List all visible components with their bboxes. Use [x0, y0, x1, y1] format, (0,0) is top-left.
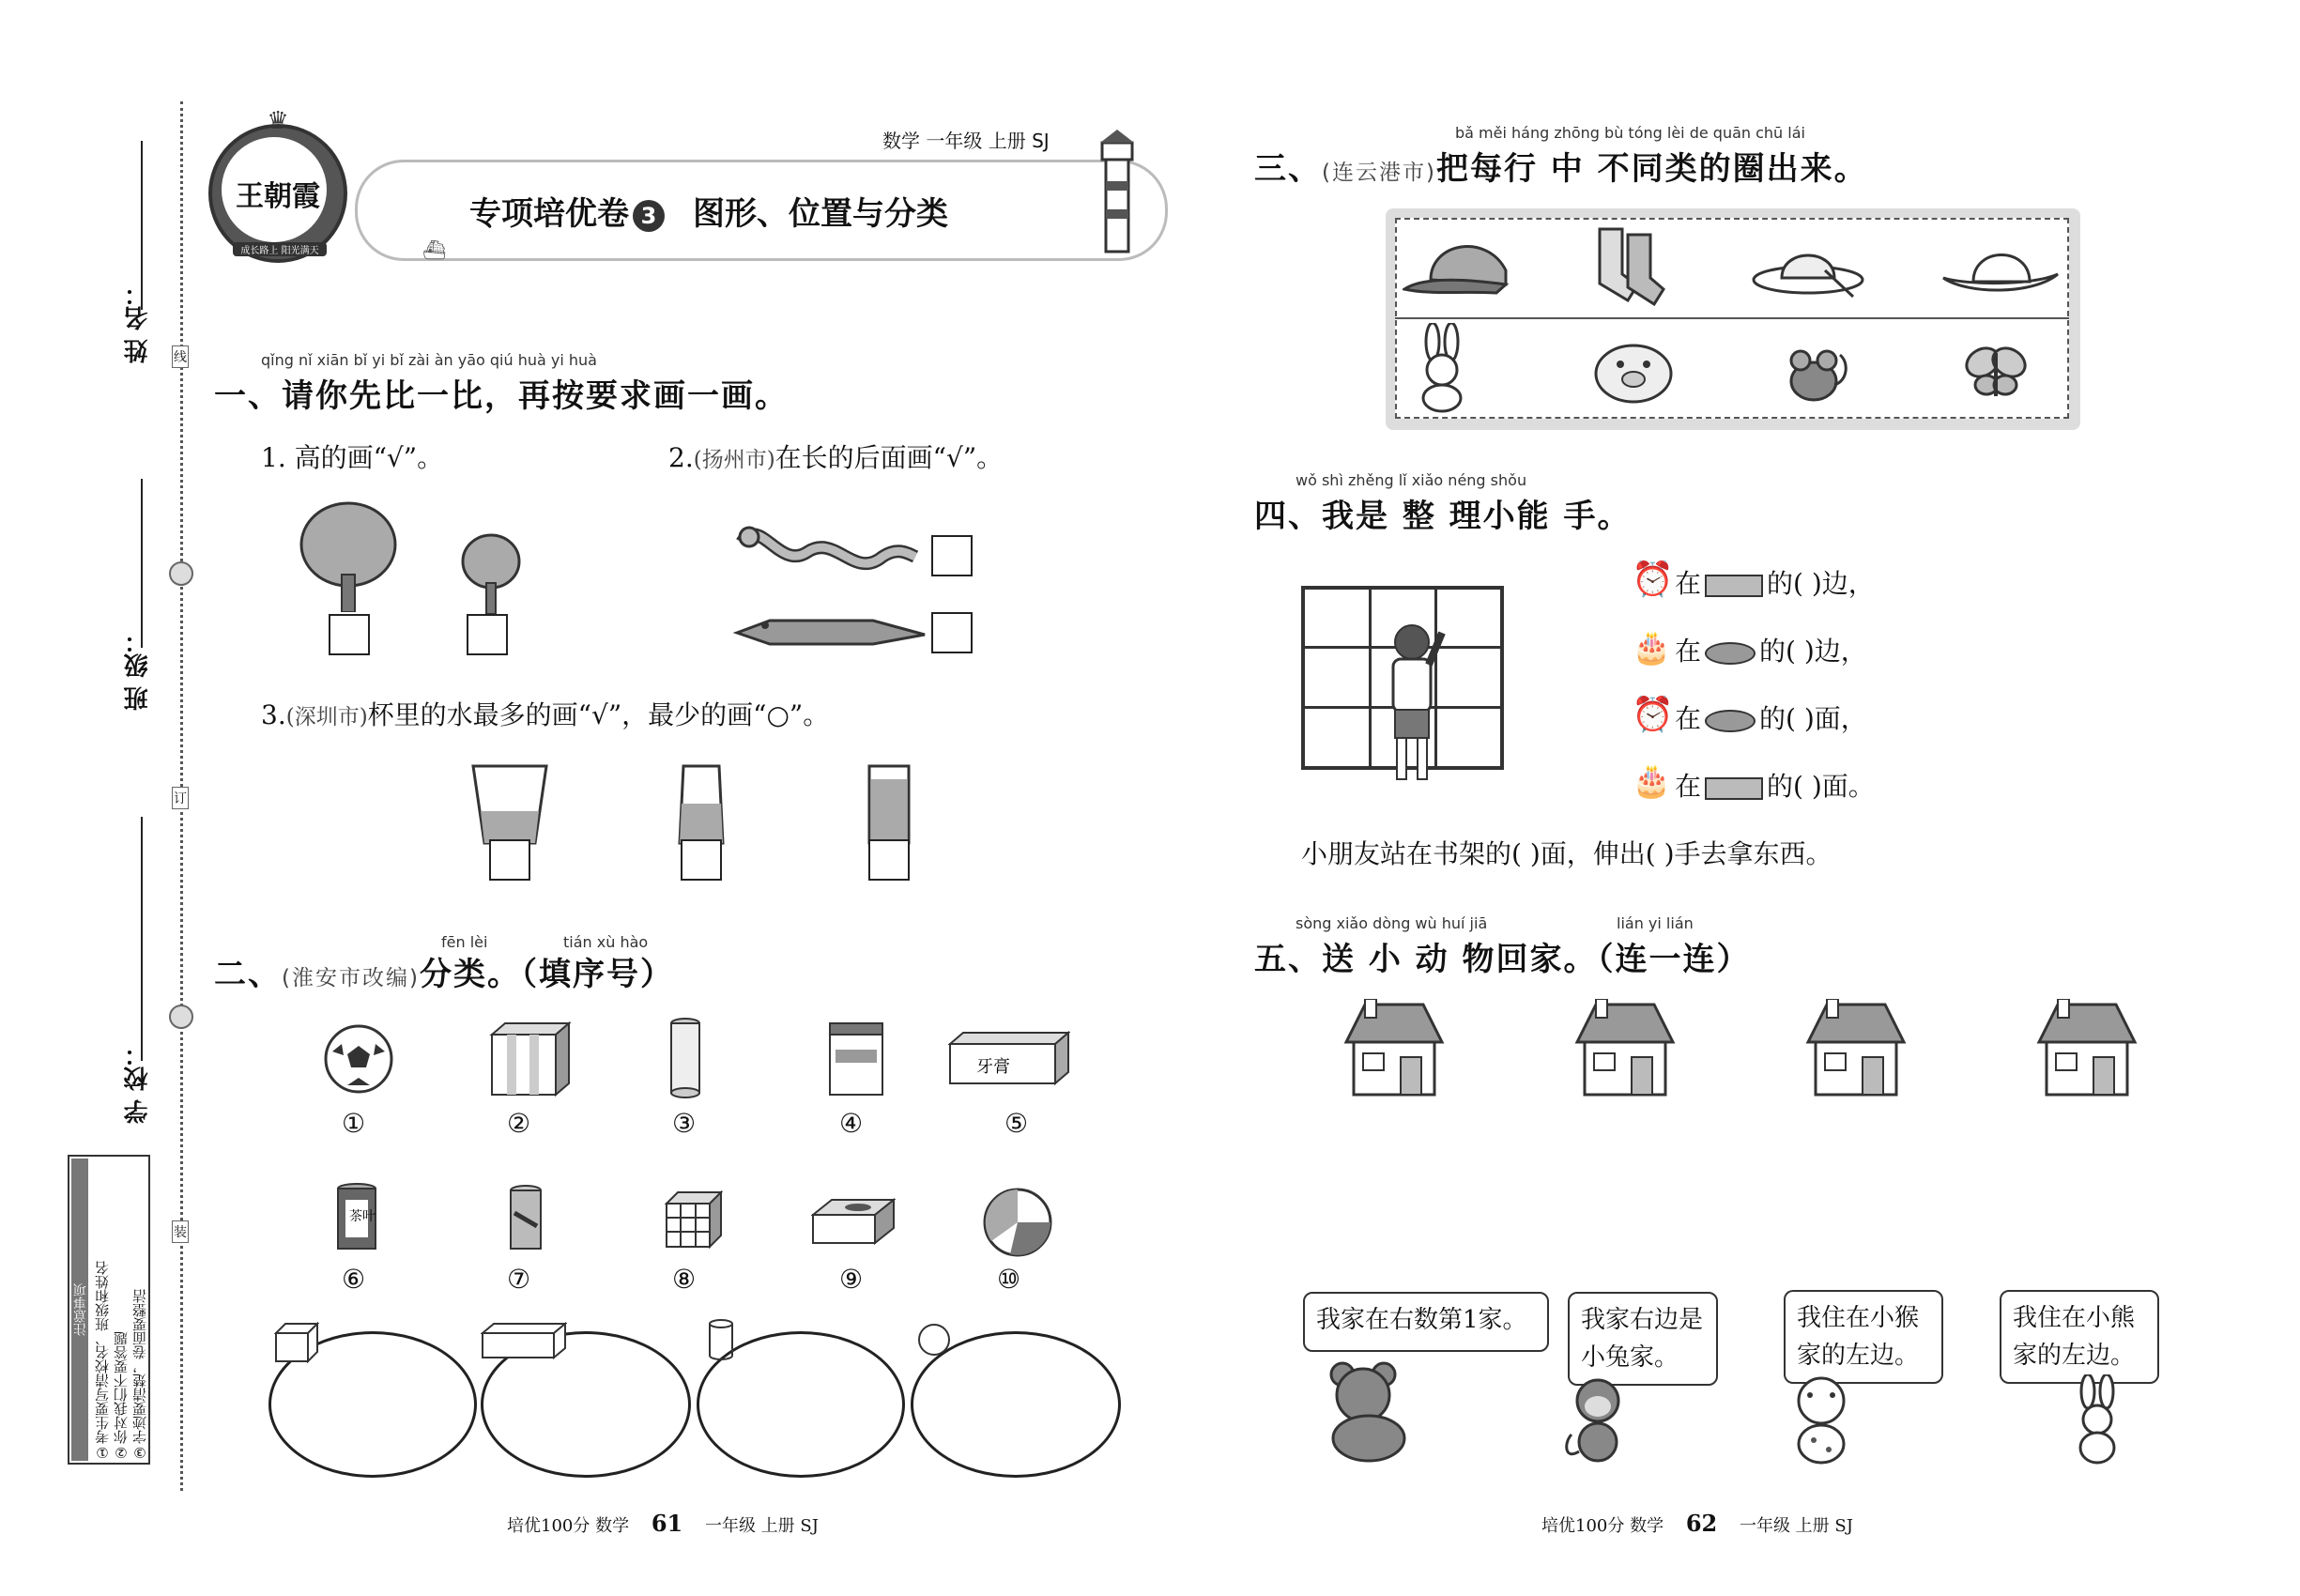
section2-pinyin-a: fēn lèi [441, 933, 488, 951]
stack-books-icon-1 [1705, 575, 1763, 597]
q3-text [261, 695, 829, 732]
cake-icon-1: 🎂 [1632, 629, 1672, 667]
pos-line-2-at: 在 [1675, 636, 1702, 667]
section4-heading: 四、我是 整 理小能 手。 [1254, 498, 1632, 535]
pos-line-1 [1675, 563, 1875, 601]
stack-books-icon-2 [1705, 777, 1763, 800]
drink-can-image [507, 1185, 544, 1254]
section2-num: 二、 [214, 956, 282, 993]
socks-image[interactable] [1590, 227, 1665, 306]
tall-tree-answer-box[interactable] [329, 614, 370, 655]
cake-icon-2: 🎂 [1632, 762, 1672, 800]
q3-num: 3. [261, 699, 286, 730]
page-title [469, 188, 948, 234]
toothpaste-box-image [948, 1031, 1070, 1085]
ufo-icon-1 [1705, 642, 1756, 665]
cup-3-image [867, 764, 911, 845]
brand-logo-slogan: 成长路上 阳光满天 [233, 242, 327, 256]
tissue-box-image [811, 1198, 896, 1245]
snake-image [732, 514, 920, 590]
label-6: ⑥ [342, 1264, 366, 1295]
short-tree-answer-box[interactable] [467, 614, 508, 655]
title-main: 图形、位置与分类 [693, 195, 948, 233]
footer-right-prefix: 培优100分 数学 [1541, 1516, 1664, 1536]
label-3: ③ [672, 1108, 697, 1139]
section2-heading [214, 948, 674, 994]
label-5: ⑤ [1004, 1108, 1029, 1139]
pos-line-4-at: 在 [1675, 771, 1702, 802]
soccer-ball-image [323, 1023, 394, 1095]
tall-tree-image [297, 499, 400, 612]
footer-right-page: 62 [1685, 1510, 1718, 1537]
brand-logo [208, 107, 347, 263]
shelf-line-v1 [1369, 590, 1372, 766]
mouse-image[interactable] [1782, 344, 1853, 406]
cup-1-answer-box[interactable] [489, 839, 530, 881]
leopard-image[interactable] [1782, 1374, 1863, 1465]
section3-pinyin: bǎ měi háng zhōng bù tóng lèi de quān chū lái [1455, 124, 1805, 142]
section2-city: (淮安市改编) [282, 966, 420, 990]
school-label: 学 校： [124, 1042, 152, 1125]
crocodile-answer-box[interactable] [931, 612, 973, 653]
house-3-image[interactable] [1804, 999, 1908, 1098]
section5-pinyin-b: lián yi lián [1617, 914, 1694, 932]
q2-city: (扬州市) [693, 448, 775, 472]
label-7: ⑦ [507, 1264, 531, 1295]
section3-num: 三、 [1254, 150, 1322, 188]
seal-char-2: 订 [172, 787, 189, 809]
title-number-badge: 3 [633, 200, 665, 232]
house-1-image[interactable] [1342, 999, 1446, 1098]
label-10: ⑩ [997, 1264, 1021, 1295]
seal-char-3: 装 [172, 1220, 189, 1243]
seal-char-1: 线 [172, 345, 189, 368]
cup-2-image [678, 764, 725, 845]
footer-right-suffix: 一年级 上册 SJ [1739, 1516, 1853, 1536]
sun-hat-image[interactable] [1750, 242, 1866, 299]
rubik-cube-image [665, 1190, 723, 1249]
q2-body: 在长的后面画“√”。 [774, 442, 1004, 473]
rabbit-image[interactable] [1412, 323, 1472, 413]
house-2-image[interactable] [1573, 999, 1677, 1098]
cylinder-icon [708, 1318, 734, 1361]
can-image [668, 1018, 702, 1098]
name-field[interactable] [141, 141, 143, 310]
cap-image[interactable] [1403, 233, 1515, 300]
section5-heading: 五、送 小 动 物回家。（连一连） [1254, 941, 1751, 978]
snake-answer-box[interactable] [931, 535, 973, 576]
pos-line-2 [1675, 631, 1867, 668]
cup-1-image [471, 764, 548, 845]
tea-label: 茶叶 [349, 1209, 376, 1224]
crocodile-image [732, 606, 929, 653]
monkey-speech-bubble: 我家右边是小兔家。 [1568, 1292, 1718, 1386]
butterfly-image[interactable] [1962, 338, 2030, 406]
section5-pinyin-a: sòng xiǎo dòng wù huí jiā [1296, 914, 1488, 932]
boy-image [1380, 623, 1446, 787]
boat-icon: ⛴ [422, 238, 447, 261]
section2-pinyin-b: tián xù hào [563, 933, 649, 951]
pig-image[interactable] [1588, 338, 1679, 406]
name-label: 姓 名： [124, 282, 152, 364]
q3-body: 杯里的水最多的画“√”，最少的画“○”。 [367, 699, 830, 730]
q2-num: 2. [668, 442, 694, 473]
cube-box-image [488, 1021, 573, 1097]
bear-speech-bubble: 我家在右数第1家。 [1303, 1292, 1549, 1352]
ufo-icon-2 [1705, 710, 1756, 732]
pos-line-1-blank[interactable]: 的( )边， [1767, 568, 1875, 599]
pos-line-4-blank[interactable]: 的( )面。 [1767, 771, 1875, 802]
q1-text: 1. 高的画“√”。 [261, 442, 444, 473]
pos-line-2-blank[interactable]: 的( )边， [1759, 636, 1867, 667]
footer-left-page: 61 [651, 1510, 683, 1537]
section3-city: (连云港市) [1322, 161, 1436, 185]
pos-line-3 [1675, 698, 1867, 736]
section1-pinyin: qǐng nǐ xiān bǐ yi bǐ zài àn yāo qiú huà yi huà [261, 351, 597, 369]
beach-ball-image [982, 1187, 1053, 1258]
class-field[interactable] [141, 479, 143, 648]
bear-image[interactable] [1324, 1359, 1414, 1463]
binding-hole-1 [169, 561, 193, 586]
notice-title: 注意事项 [71, 1159, 88, 1461]
section3-text: 把每行 中 不同类的圈出来。 [1435, 150, 1868, 188]
cup-2-answer-box[interactable] [681, 839, 722, 881]
label-2: ② [507, 1108, 531, 1139]
shop-box-image [828, 1021, 884, 1097]
label-4: ④ [839, 1108, 864, 1139]
rabbit-2-image[interactable] [2067, 1374, 2127, 1465]
section3-heading [1254, 143, 1868, 189]
cube-icon [274, 1322, 319, 1363]
title-prefix: 专项培优卷 [469, 195, 629, 233]
q3-city: (深圳市) [285, 705, 368, 729]
class-label: 班 级： [124, 629, 152, 712]
short-tree-image [458, 531, 524, 614]
footer-right [1541, 1510, 1853, 1537]
tea-can-image [334, 1183, 379, 1254]
crown-icon: ♛ [267, 107, 289, 135]
cup-3-answer-box[interactable] [868, 839, 910, 881]
section1-heading: 一、请你先比一比，再按要求画一画。 [214, 377, 789, 415]
label-1: ① [342, 1108, 366, 1139]
section4-pinyin: wǒ shì zhěng lǐ xiǎo néng shǒu [1296, 471, 1527, 489]
notice-item-1: ①考生要写清校名、班级和姓名 [94, 1261, 111, 1461]
subject-line: 数学 一年级 上册 SJ [882, 130, 1050, 152]
pos-line-1-at: 在 [1675, 568, 1702, 599]
sphere-icon [918, 1324, 950, 1356]
footer-left [507, 1510, 819, 1537]
pos-line-4 [1675, 766, 1875, 804]
footer-left-suffix: 一年级 上册 SJ [704, 1516, 819, 1536]
pos-line-3-at: 在 [1675, 703, 1702, 734]
classify-panel-divider [1395, 317, 2069, 319]
alarm-clock-icon-2: ⏰ [1632, 696, 1674, 734]
q2-text [668, 437, 1003, 475]
binding-hole-2 [169, 1005, 193, 1029]
school-field[interactable] [141, 817, 143, 1061]
section4-bottom-line[interactable]: 小朋友站在书架的( )面，伸出( )手去拿东西。 [1301, 838, 1832, 869]
cowboy-hat-image[interactable] [1940, 240, 2062, 299]
toothpaste-label: 牙膏 [976, 1057, 1010, 1077]
lighthouse-icon [1080, 130, 1155, 261]
monkey-image[interactable] [1560, 1376, 1635, 1465]
brand-logo-name: 王朝霞 [236, 180, 320, 213]
pos-line-3-blank[interactable]: 的( )面， [1759, 703, 1867, 734]
cuboid-icon [481, 1322, 567, 1359]
notice-box [68, 1155, 150, 1465]
label-9: ⑨ [839, 1264, 864, 1295]
house-4-image[interactable] [2035, 999, 2139, 1098]
section2-text: 分类。（填序号） [419, 956, 674, 993]
footer-left-prefix: 培优100分 数学 [507, 1516, 630, 1536]
label-8: ⑧ [672, 1264, 697, 1295]
leopard-speech-bubble: 我住在小猴家的左边。 [1784, 1290, 1943, 1384]
notice-item-3: ③字迹要清楚，卷面要整洁 [131, 1289, 148, 1461]
notice-item-2: ②你对我们不要答题 [113, 1331, 130, 1461]
alarm-clock-icon-1: ⏰ [1632, 560, 1674, 599]
rabbit-speech-bubble: 我住在小熊家的左边。 [2000, 1290, 2159, 1384]
